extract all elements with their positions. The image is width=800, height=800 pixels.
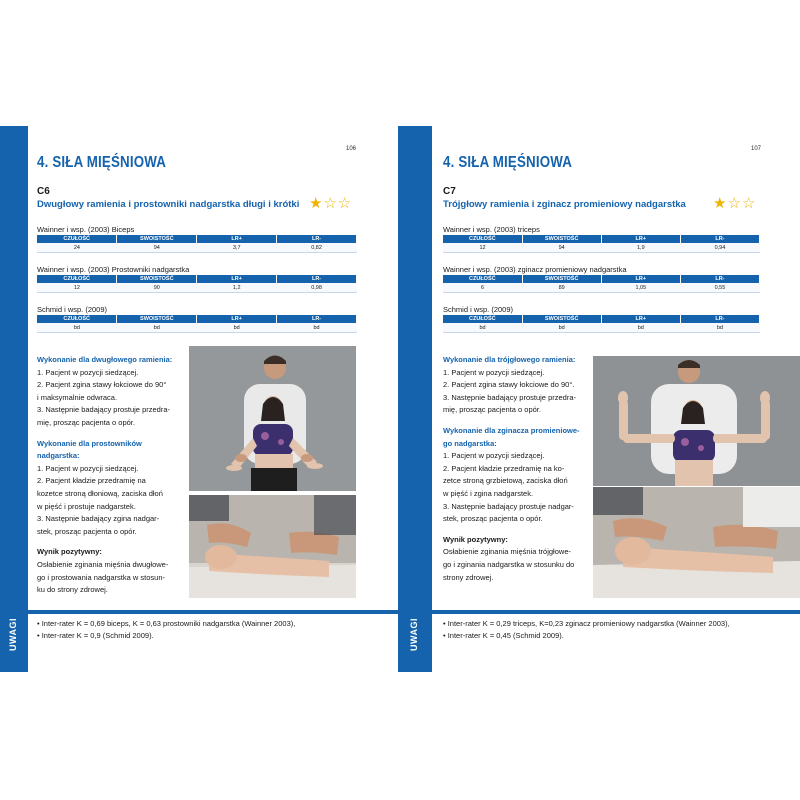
- table-cell: 89: [522, 283, 601, 293]
- test-title: Trójgłowy ramienia i zginacz promieniowy nadgarstka: [443, 199, 686, 210]
- result-line: ku do strony zdrowej.: [37, 585, 108, 595]
- star-empty-icon: ☆: [337, 195, 353, 212]
- study-title: Wainner i wsp. (2003) Biceps: [37, 225, 135, 234]
- instruction-line: 1. Pacjent w pozycji siedzącej.: [37, 463, 139, 473]
- section-title: 4. SIŁA MIĘŚNIOWA: [443, 154, 573, 171]
- instruction-line: stek, prosząc pacjenta o opór.: [443, 514, 543, 524]
- study-title: Wainner i wsp. (2003) triceps: [443, 225, 540, 234]
- instruction-line: stek, prosząc pacjenta o opór.: [37, 526, 137, 536]
- table-cell: 6: [443, 283, 522, 293]
- instruction-line: 2. Pacjent zgina stawy łokciowe do 90°.: [443, 380, 575, 390]
- note-item: • Inter-rater K = 0,9 (Schmid 2009).: [37, 630, 295, 642]
- section-heading: Wykonanie dla trójgłowego ramienia:: [443, 355, 576, 364]
- table-cell: 1,05: [601, 283, 680, 293]
- book-spread: [0, 126, 800, 672]
- col-header: CZUŁOŚĆ: [37, 275, 117, 283]
- stats-table-block: [37, 304, 357, 333]
- stats-table-block: [443, 264, 760, 293]
- table-cell: bd: [680, 323, 759, 333]
- instruction-line: mię, prosząc pacjenta o opór.: [37, 417, 135, 427]
- instruction-line: 3. Następnie badający prostuje przedra-: [37, 405, 170, 415]
- table-cell: bd: [443, 323, 522, 333]
- instruction-line: w pięść i zgina nadgarstek.: [443, 488, 534, 498]
- notes-list-right: [443, 618, 730, 642]
- col-header: CZUŁOŚĆ: [443, 235, 522, 243]
- col-header: SWOISTOŚĆ: [522, 275, 601, 283]
- right-page: [398, 126, 800, 672]
- table-cell: 12: [443, 243, 522, 253]
- col-header: LR+: [197, 315, 277, 323]
- star-empty-icon: ☆: [727, 195, 742, 212]
- col-header: CZUŁOŚĆ: [37, 315, 117, 323]
- instruction-line: 1. Pacjent w pozycji siedzącej.: [443, 451, 545, 461]
- table-cell: bd: [522, 323, 601, 333]
- star-filled-icon: ★: [309, 195, 324, 212]
- stats-table-block: [37, 264, 357, 293]
- instruction-line: 3. Następnie badający prostuje nadgar-: [443, 501, 574, 511]
- col-header: LR+: [197, 235, 277, 243]
- notes-tab-left: [0, 610, 28, 672]
- table-cell: 94: [117, 243, 197, 253]
- table-cell: 90: [117, 283, 197, 293]
- col-header: SWOISTOŚĆ: [522, 235, 601, 243]
- notes-band: [0, 610, 800, 672]
- col-header: LR-: [680, 315, 759, 323]
- star-empty-icon: ☆: [741, 195, 757, 212]
- col-header: CZUŁOŚĆ: [443, 315, 522, 323]
- table-cell: bd: [277, 323, 357, 333]
- section-heading: Wykonanie dla dwugłowego ramienia:: [37, 355, 173, 364]
- instructions-text: [443, 354, 588, 584]
- rating-stars: [309, 194, 352, 212]
- table-cell: 0,98: [277, 283, 357, 293]
- col-header: LR+: [197, 275, 277, 283]
- notes-label: UWAGI: [409, 618, 419, 651]
- section-heading: go nadgarstka:: [443, 438, 497, 448]
- col-header: LR-: [680, 235, 759, 243]
- notes-strip-left: [28, 610, 398, 614]
- test-code: C7: [443, 186, 456, 197]
- stats-table-block: [443, 224, 760, 253]
- instruction-line: mię, prosząc pacjenta o opór.: [443, 405, 541, 415]
- stats-table: [443, 235, 760, 253]
- table-cell: 1,9: [601, 243, 680, 253]
- table-cell: 0,94: [680, 243, 759, 253]
- notes-label: UWAGI: [8, 618, 18, 651]
- table-cell: bd: [117, 323, 197, 333]
- page-number: 106: [346, 146, 357, 152]
- stats-table: [443, 275, 760, 293]
- section-heading: Wykonanie dla prostowników nadgarstka:: [37, 438, 142, 461]
- col-header: LR-: [277, 275, 357, 283]
- col-header: LR-: [680, 275, 759, 283]
- col-header: LR-: [277, 315, 357, 323]
- wrist-test-photo: [189, 495, 356, 598]
- test-code: C6: [37, 186, 50, 197]
- study-title: Schmid i wsp. (2009): [443, 305, 514, 314]
- notes-tab-right: [398, 610, 432, 672]
- study-title: Wainner i wsp. (2003) Prostowniki nadgarstka: [37, 265, 190, 274]
- table-cell: 0,55: [680, 283, 759, 293]
- result-line: strony zdrowej.: [443, 572, 494, 582]
- left-page: [0, 126, 398, 672]
- notes-list-left: [37, 618, 295, 642]
- table-cell: bd: [601, 323, 680, 333]
- section-title: 4. SIŁA MIĘŚNIOWA: [37, 154, 167, 171]
- test-title: Dwugłowy ramienia i prostowniki nadgarstka długi i krótki: [37, 199, 300, 210]
- note-item: • Inter-rater K = 0,45 (Schmid 2009).: [443, 630, 730, 642]
- stats-table: [37, 275, 357, 293]
- wrist-flexor-test-photo: [593, 487, 800, 598]
- result-line: go i zginania nadgarstka w stosunku do: [443, 559, 575, 569]
- result-heading: Wynik pozytywny:: [37, 547, 102, 557]
- study-title: Wainner i wsp. (2003) zginacz promieniowy nadgarstka: [443, 265, 627, 274]
- note-item: • Inter-rater K = 0,69 biceps, K = 0,63 prostowniki nadgarstka (Wainner 2003),: [37, 618, 295, 630]
- table-cell: 12: [37, 283, 117, 293]
- instruction-line: 3. Następnie badający prostuje przedra-: [443, 392, 576, 402]
- triceps-test-photo: [593, 356, 800, 486]
- stats-table: [443, 315, 760, 333]
- col-header: LR+: [601, 235, 680, 243]
- right-side-bar: [398, 126, 432, 672]
- stats-table: [37, 235, 357, 253]
- table-cell: 94: [522, 243, 601, 253]
- note-item: • Inter-rater K = 0,29 triceps, K=0,23 zginacz promieniowy nadgarstka (Wainner 2003),: [443, 618, 730, 630]
- instruction-line: 1. Pacjent w pozycji siedzącej.: [37, 367, 139, 377]
- instruction-line: 2. Pacjent kładzie przedramię na ko-: [443, 463, 565, 473]
- col-header: CZUŁOŚĆ: [443, 275, 522, 283]
- star-filled-icon: ★: [713, 195, 728, 212]
- instruction-line: 1. Pacjent w pozycji siedzącej.: [443, 367, 545, 377]
- instruction-line: 3. Następnie badający zgina nadgar-: [37, 514, 160, 524]
- col-header: LR-: [277, 235, 357, 243]
- result-heading: Wynik pozytywny:: [443, 534, 508, 544]
- instruction-line: kozetce stroną dłoniową, zaciska dłoń: [37, 488, 163, 498]
- table-cell: 1,2: [197, 283, 277, 293]
- table-cell: 24: [37, 243, 117, 253]
- instruction-line: i maksymalnie odwraca.: [37, 392, 118, 402]
- table-cell: bd: [197, 323, 277, 333]
- table-cell: 3,7: [197, 243, 277, 253]
- result-line: Osłabienie zginania mięśnia trójgłowe-: [443, 547, 571, 557]
- notes-strip-right: [432, 610, 800, 614]
- result-line: go i prostowania nadgarstka w stosun-: [37, 572, 165, 582]
- stats-table-block: [37, 224, 357, 253]
- stats-table: [37, 315, 357, 333]
- table-cell: 0,82: [277, 243, 357, 253]
- stats-table-block: [443, 304, 760, 333]
- table-cell: bd: [37, 323, 117, 333]
- left-side-bar: [0, 126, 28, 672]
- instruction-line: w pięść i prostuje nadgarstek.: [37, 501, 136, 511]
- section-heading: Wykonanie dla zginacza promieniowe-: [443, 425, 580, 435]
- instruction-line: zetce stroną grzbietową, zaciska dłoń: [443, 476, 568, 486]
- col-header: LR+: [601, 315, 680, 323]
- col-header: SWOISTOŚĆ: [522, 315, 601, 323]
- study-title: Schmid i wsp. (2009): [37, 305, 108, 314]
- col-header: SWOISTOŚĆ: [117, 315, 197, 323]
- col-header: SWOISTOŚĆ: [117, 275, 197, 283]
- rating-stars: [713, 194, 756, 212]
- instruction-line: 2. Pacjent kładzie przedramię na: [37, 476, 146, 486]
- col-header: LR+: [601, 275, 680, 283]
- col-header: SWOISTOŚĆ: [117, 235, 197, 243]
- star-empty-icon: ☆: [323, 195, 338, 212]
- result-line: Osłabienie zginania mięśnia dwugłowe-: [37, 559, 169, 569]
- biceps-test-photo: [189, 346, 356, 491]
- page-number: 107: [751, 146, 762, 152]
- col-header: CZUŁOŚĆ: [37, 235, 117, 243]
- instruction-line: 2. Pacjent zgina stawy łokciowe do 90°: [37, 380, 167, 390]
- instructions-text: [37, 354, 185, 597]
